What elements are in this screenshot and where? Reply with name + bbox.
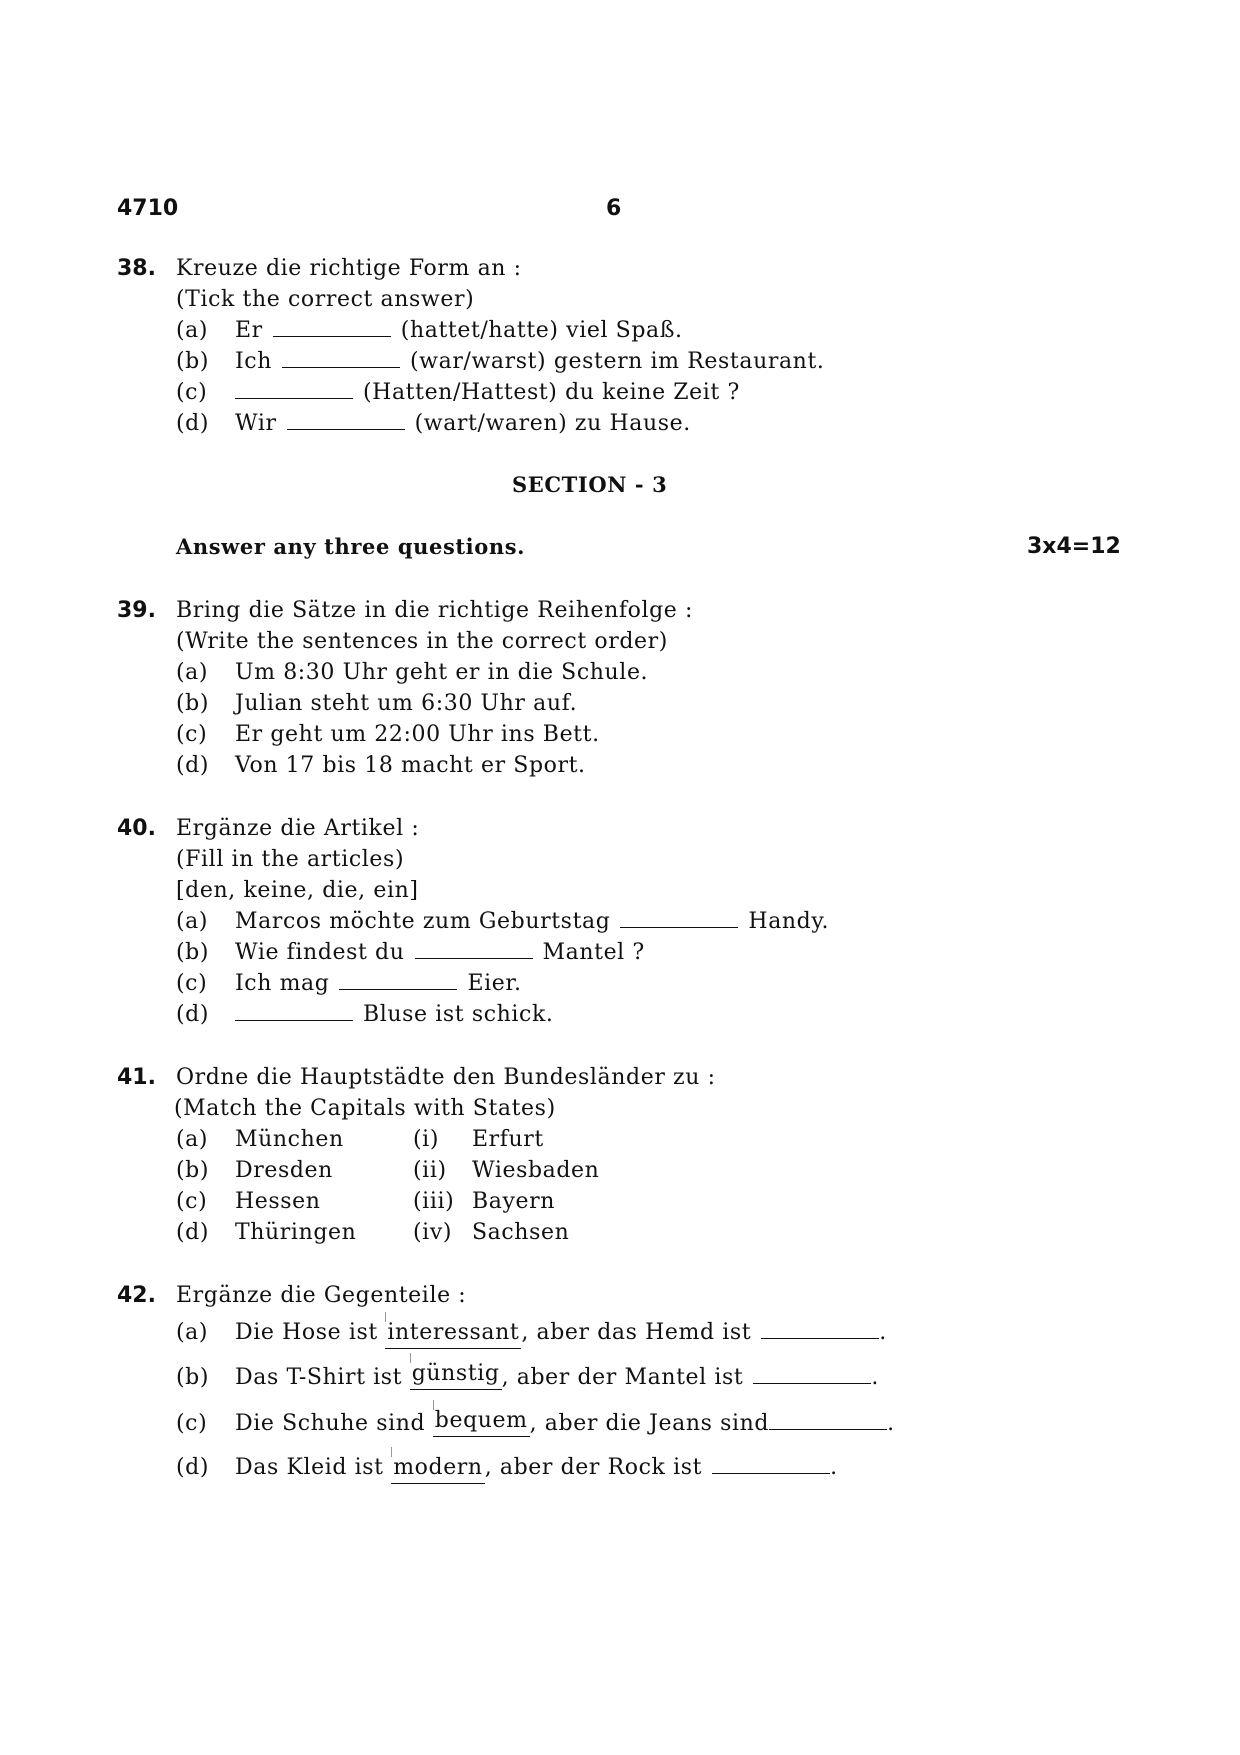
q38-item-b xyxy=(235,349,824,374)
question-number-41: 41. xyxy=(117,1065,156,1090)
q42-item-d-post: , aber der Rock ist xyxy=(484,1455,703,1480)
q40-item-a-label: (a) xyxy=(176,909,209,934)
q38-item-d-post: (wart/waren) zu Hause. xyxy=(414,411,691,436)
q41-item-d-label: (d) xyxy=(176,1220,210,1245)
q39-item-b: Julian steht um 6:30 Uhr auf. xyxy=(235,691,578,716)
q38-item-c xyxy=(235,380,740,405)
question-number-40: 40. xyxy=(117,816,156,841)
q42-item-d-word: modern xyxy=(393,1455,483,1480)
q40-item-c xyxy=(235,971,522,996)
q39-item-d-label: (d) xyxy=(176,753,210,778)
q38-item-a-label: (a) xyxy=(176,318,209,343)
question-number-42: 42. xyxy=(117,1283,156,1308)
answer-blank[interactable] xyxy=(287,411,405,430)
q40-item-a-post: Handy. xyxy=(748,909,830,934)
answer-blank[interactable] xyxy=(282,349,400,368)
q41-item-d-rlabel: (iv) xyxy=(413,1220,453,1245)
answer-blank[interactable] xyxy=(273,318,391,337)
q40-item-b xyxy=(235,940,645,965)
answer-blank[interactable] xyxy=(761,1320,879,1339)
question-number-39: 39. xyxy=(117,598,156,623)
question-41-subtitle: (Match the Capitals with States) xyxy=(174,1096,556,1121)
page-number: 6 xyxy=(606,196,622,221)
answer-blank[interactable] xyxy=(235,1002,353,1021)
question-40-subtitle: (Fill in the articles) xyxy=(176,847,405,872)
q42-item-a-word: interessant xyxy=(387,1320,520,1345)
q42-item-a: Die Hose ist interessant, aber das Hemd ist . xyxy=(235,1320,887,1345)
question-40-title: Ergänze die Artikel : xyxy=(176,816,420,841)
exam-code: 4710 xyxy=(117,196,179,221)
q40-item-c-pre: Ich mag xyxy=(235,971,330,996)
q40-item-d xyxy=(235,1002,554,1027)
q41-item-a-left: München xyxy=(235,1127,344,1152)
answer-blank[interactable] xyxy=(712,1455,830,1474)
q42-item-c-post: , aber die Jeans sind xyxy=(529,1411,770,1436)
q42-item-a-post: , aber das Hemd ist xyxy=(521,1320,752,1345)
q41-item-c-rlabel: (iii) xyxy=(413,1189,455,1214)
q42-item-c-word: bequem xyxy=(434,1408,528,1433)
q40-item-c-post: Eier. xyxy=(467,971,522,996)
q40-item-c-label: (c) xyxy=(176,971,208,996)
q40-item-d-post: Bluse ist schick. xyxy=(363,1002,554,1027)
q42-item-c-label: (c) xyxy=(176,1411,208,1436)
question-38-subtitle: (Tick the correct answer) xyxy=(176,287,475,312)
q42-item-c-pre: Die Schuhe sind xyxy=(235,1411,426,1436)
q41-item-d-right: Sachsen xyxy=(472,1220,570,1245)
q42-item-b-post: , aber der Mantel ist xyxy=(501,1365,744,1390)
q38-item-c-post: (Hatten/Hattest) du keine Zeit ? xyxy=(363,380,740,405)
question-41-title: Ordne die Hauptstädte den Bundesländer zu : xyxy=(176,1065,716,1090)
q41-item-a-label: (a) xyxy=(176,1127,209,1152)
q42-item-b-word: günstig xyxy=(411,1361,500,1386)
q41-item-d-left: Thüringen xyxy=(235,1220,357,1245)
q42-item-a-pre: Die Hose ist xyxy=(235,1320,378,1345)
q41-item-b-left: Dresden xyxy=(235,1158,333,1183)
q40-item-a-pre: Marcos möchte zum Geburtstag xyxy=(235,909,611,934)
q38-item-d xyxy=(235,411,691,436)
q42-item-d-pre: Das Kleid ist xyxy=(235,1455,384,1480)
question-38-title: Kreuze die richtige Form an : xyxy=(176,256,522,281)
q39-item-a-label: (a) xyxy=(176,660,209,685)
question-39-title: Bring die Sätze in die richtige Reihenfolge : xyxy=(176,598,693,623)
answer-blank[interactable] xyxy=(753,1365,871,1384)
q42-item-b-pre: Das T-Shirt ist xyxy=(235,1365,403,1390)
q38-item-d-pre: Wir xyxy=(235,411,277,436)
answer-blank[interactable] xyxy=(620,909,738,928)
section-marks: 3x4=12 xyxy=(1027,534,1121,559)
question-number-38: 38. xyxy=(117,256,156,281)
q42-item-b-label: (b) xyxy=(176,1365,210,1390)
q39-item-b-label: (b) xyxy=(176,691,210,716)
q40-item-b-label: (b) xyxy=(176,940,210,965)
q41-item-c-left: Hessen xyxy=(235,1189,321,1214)
q38-item-d-label: (d) xyxy=(176,411,210,436)
answer-blank[interactable] xyxy=(339,971,457,990)
q38-item-b-post: (war/warst) gestern im Restaurant. xyxy=(409,349,825,374)
answer-blank[interactable] xyxy=(235,380,353,399)
question-42-title: Ergänze die Gegenteile : xyxy=(176,1283,467,1308)
q41-item-a-right: Erfurt xyxy=(472,1127,544,1152)
q39-item-c-label: (c) xyxy=(176,722,208,747)
q38-item-c-label: (c) xyxy=(176,380,208,405)
q38-item-b-pre: Ich xyxy=(235,349,272,374)
section-title: SECTION - 3 xyxy=(512,472,668,497)
q42-item-b: Das T-Shirt ist günstig, aber der Mantel ist . xyxy=(235,1361,879,1390)
q42-item-d-label: (d) xyxy=(176,1455,210,1480)
q38-item-b-label: (b) xyxy=(176,349,210,374)
q40-item-b-pre: Wie findest du xyxy=(235,940,405,965)
q39-item-c: Er geht um 22:00 Uhr ins Bett. xyxy=(235,722,600,747)
q41-item-b-rlabel: (ii) xyxy=(413,1158,447,1183)
answer-blank[interactable] xyxy=(415,940,533,959)
q38-item-a-post: (hattet/hatte) viel Spaß. xyxy=(400,318,683,343)
q41-item-c-right: Bayern xyxy=(472,1189,556,1214)
q41-item-a-rlabel: (i) xyxy=(413,1127,440,1152)
q38-item-a-pre: Er xyxy=(235,318,263,343)
q40-item-a xyxy=(235,909,829,934)
q38-item-a xyxy=(235,318,683,343)
q41-item-b-label: (b) xyxy=(176,1158,210,1183)
question-39-subtitle: (Write the sentences in the correct order) xyxy=(176,629,668,654)
question-40-options: [den, keine, die, ein] xyxy=(176,878,419,903)
section-instruction: Answer any three questions. xyxy=(176,534,526,559)
q41-item-b-right: Wiesbaden xyxy=(472,1158,600,1183)
q42-item-c: Die Schuhe sind bequem, aber die Jeans sind . xyxy=(235,1408,895,1436)
q42-item-a-label: (a) xyxy=(176,1320,209,1345)
q41-item-c-label: (c) xyxy=(176,1189,208,1214)
q39-item-a: Um 8:30 Uhr geht er in die Schule. xyxy=(235,660,649,685)
q39-item-d: Von 17 bis 18 macht er Sport. xyxy=(235,753,586,778)
q40-item-d-label: (d) xyxy=(176,1002,210,1027)
q40-item-b-post: Mantel ? xyxy=(542,940,645,965)
q42-item-d: Das Kleid ist modern, aber der Rock ist . xyxy=(235,1455,838,1480)
answer-blank[interactable] xyxy=(769,1411,887,1430)
